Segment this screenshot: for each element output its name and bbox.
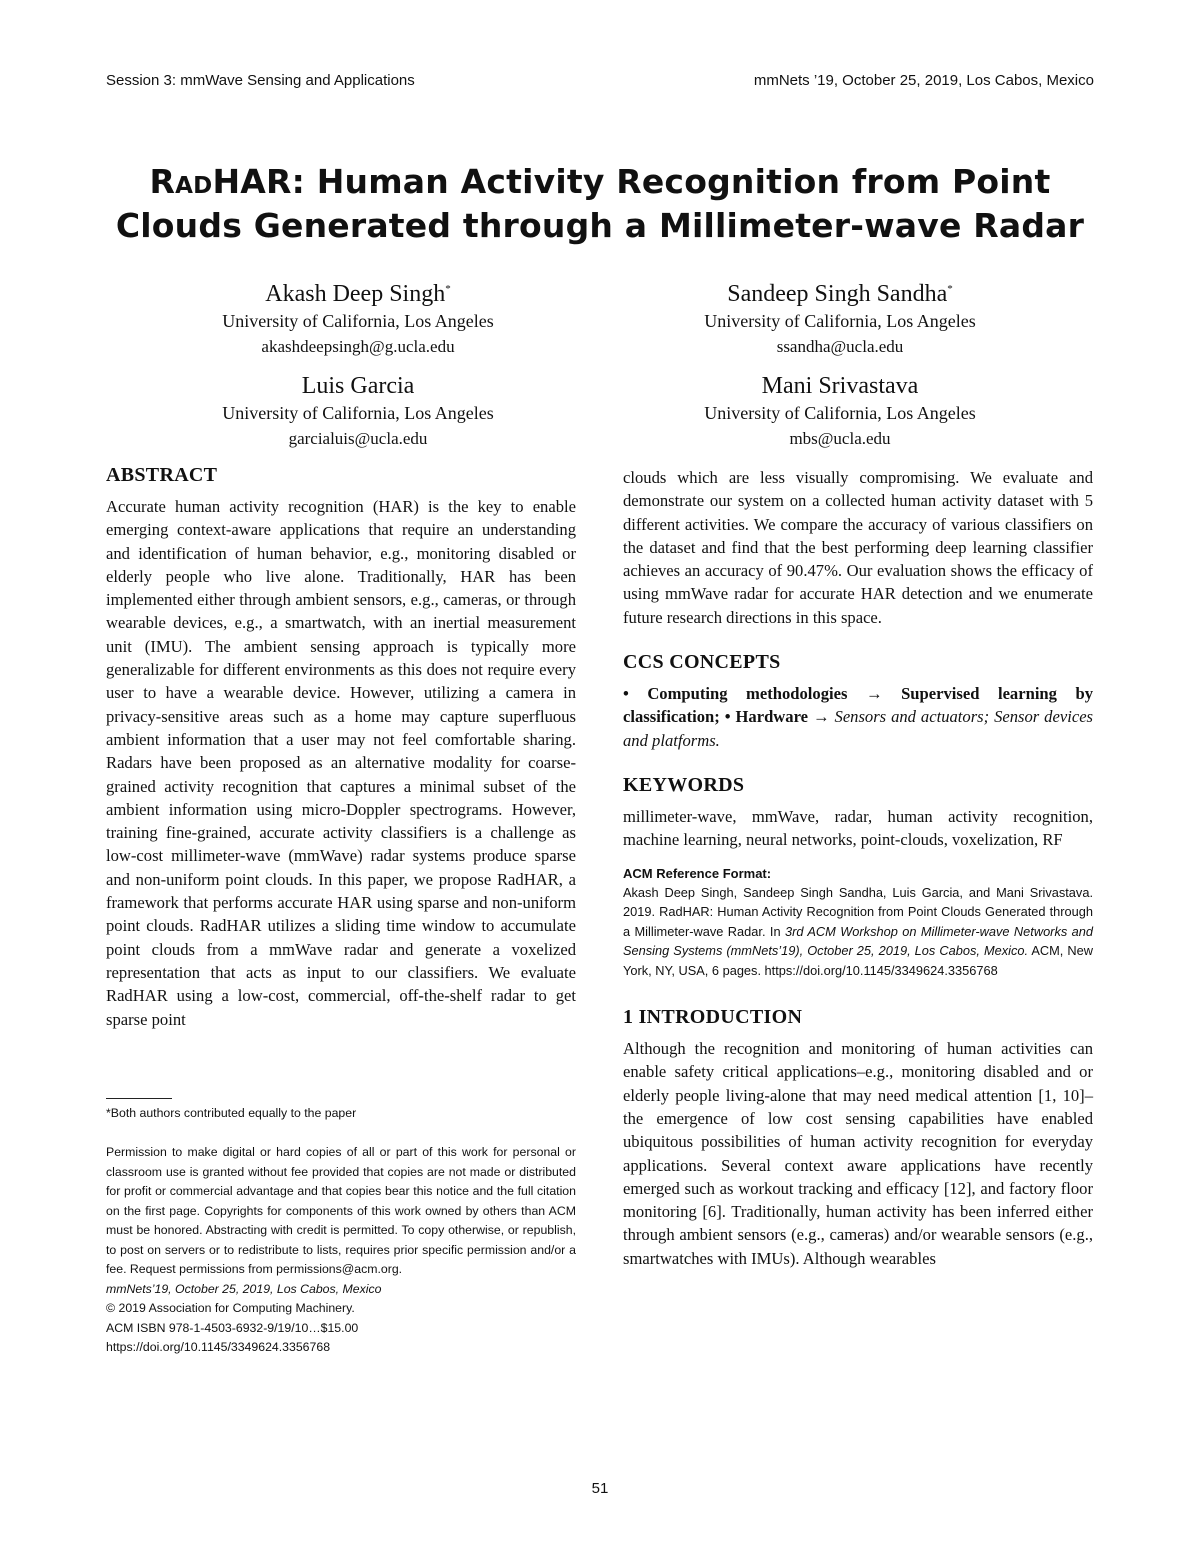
ccs-item-4: Sensors and actuators; Sensor devices and platforms. — [623, 707, 1094, 750]
author-name: Sandeep Singh Sandha — [727, 281, 948, 307]
paper-title — [60, 160, 1140, 248]
running-header-left: Session 3: mmWave Sensing and Applications — [106, 72, 415, 89]
ccs-heading: CCS CONCEPTS — [623, 651, 781, 674]
keywords-heading: KEYWORDS — [623, 773, 745, 796]
acm-ref-venue: 3rd ACM Workshop on Millimeter-wave Networks and Sensing Systems (mmNets’19), October 25, 2019, Los Cabos, Mexico. — [623, 923, 1093, 959]
author-mark: * — [445, 283, 451, 295]
ccs-item-1: • Computing methodologies — [623, 684, 848, 704]
author-block-1 — [98, 274, 618, 359]
ccs-arrow: → — [812, 707, 830, 727]
permission-venue: mmNets’19, October 25, 2019, Los Cabos, Mexico — [106, 1281, 382, 1296]
permission-doi: https://doi.org/10.1145/3349624.3356768 — [106, 1340, 331, 1354]
title-line2: Clouds Generated through a Millimeter-wave Radar — [115, 206, 1085, 245]
acm-reference-heading: ACM Reference Format: — [623, 865, 772, 881]
acm-ref-rest: ACM, New York, NY, USA, 6 pages. https://doi.org/10.1145/3349624.3356768 — [623, 943, 1093, 978]
abstract-continued: clouds which are less visually compromising. We evaluate and demonstrate our system on a collected human activity dataset with 5 different activities. We compare the accuracy of various classifiers on the dataset and find that the best performing deep learning classifier achieves an accuracy of 90.47%. Our evaluation shows the efficacy of using mmWave radar for accurate HAR detection and we enumerate future research directions in this space. — [623, 468, 1093, 627]
author-affiliation: University of California, Los Angeles — [222, 403, 494, 423]
author-affiliation: University of California, Los Angeles — [704, 403, 976, 423]
right-column — [623, 466, 1093, 1270]
author-block-3 — [98, 371, 618, 451]
author-name: Akash Deep Singh — [265, 281, 446, 307]
acm-ref-authors: Akash Deep Singh, Sandeep Singh Sandha, Luis Garcia, and Mani Srivastava. 2019. — [623, 884, 1093, 920]
author-email: mbs@ucla.edu — [789, 429, 891, 448]
page-number: 51 — [591, 1480, 609, 1497]
author-name: Mani Srivastava — [761, 373, 919, 399]
title-line1: : Human Activity Recognition from Point — [291, 162, 1051, 201]
ccs-item-3: • Hardware — [724, 707, 809, 727]
introduction-heading: 1 INTRODUCTION — [623, 1006, 803, 1029]
ccs-concepts — [623, 682, 1093, 752]
author-email: akashdeepsingh@g.ucla.edu — [261, 337, 455, 356]
author-affiliation: University of California, Los Angeles — [222, 311, 494, 331]
left-column — [106, 464, 576, 1031]
permission-isbn: ACM ISBN 978-1-4503-6932-9/19/10…$15.00 — [106, 1320, 359, 1335]
footnote-rule — [106, 1098, 172, 1099]
abstract-heading: ABSTRACT — [106, 464, 218, 486]
acm-reference — [623, 883, 1093, 981]
author-name: Luis Garcia — [301, 373, 415, 399]
permission-block — [106, 1143, 576, 1358]
running-header-right: mmNets ’19, October 25, 2019, Los Cabos, Mexico — [753, 72, 1094, 89]
permission-copyright: © 2019 Association for Computing Machinery. — [106, 1301, 355, 1315]
ccs-item-2: Supervised learning by classification; — [623, 684, 1093, 727]
footnote: *Both authors contributed equally to the paper — [106, 1106, 357, 1120]
acm-ref-title: RadHAR: Human Activity Recognition from Point Clouds Generated through a Millimeter-wave Radar. In — [623, 904, 1093, 939]
abstract-text: Accurate human activity recognition (HAR) is the key to enable emerging context-aware applications that require an understanding and identification of human behavior, e.g., monitoring disabled or elderly people who live alone. Traditionally, HAR has been implemented either through ambient sensors, e.g., cameras, or through wearable devices, e.g., a smartwatch, with an inertial measurement unit (IMU). The ambient sensing approach is typically more generalizable for different environments as this does not require every user to have a wearable device. However, utilizing a camera in privacy-sensitive areas such as a home may capture superfluous ambient information that a user may not feel comfortable sharing. Radars have been proposed as an alternative modality for coarse-grained activity recognition that captures a minimal subset of the ambient information using micro-Doppler spectrograms. However, training fine-grained, accurate activity classifiers is a challenge as low-cost millimeter-wave (mmWave) radar systems produce sparse and non-uniform point clouds. In this paper, we propose RadHAR, a framework that performs accurate HAR using sparse and non-uniform point clouds. RadHAR utilizes a sliding time window to accumulate point clouds from a mmWave radar and generate a voxelized representation that acts as input to our classifiers. We evaluate RadHAR using a low-cost, commercial, off-the-shelf radar to get sparse point — [106, 497, 576, 1029]
title-radhar: RadHAR — [149, 162, 292, 201]
author-affiliation: University of California, Los Angeles — [704, 311, 976, 331]
introduction-text: Although the recognition and monitoring of human activities can enable safety critical applications–e.g., monitoring disabled and or elderly people living-alone that may need medical attention [1, 10]–the emergence of low cost sensing capabilities have enabled ubiquitous possibilities of human activity recognition for everyday applications. Several context aware applications have recently emerged such as workout tracking and efficacy [12], and factory floor monitoring [6]. Traditionally, human activity has been inferred either through ambient sensors (e.g., cameras) and/or wearable sensors (e.g., smartwatches with IMUs). Although wearables — [623, 1039, 1093, 1268]
author-email: ssandha@ucla.edu — [776, 337, 904, 356]
permission-text: Permission to make digital or hard copies of all or part of this work for personal or classroom use is granted without fee provided that copies are not made or distributed for profit or commercial advantage and that copies bear this notice and the full citation on the first page. Copyrights for components of this work owned by others than ACM must be honored. Abstracting with credit is permitted. To copy otherwise, or republish, to post on servers or to redistribute to lists, requires prior specific permission and/or a fee. Request permissions from permissions@acm.org. — [106, 1145, 576, 1276]
author-block-2 — [580, 274, 1100, 359]
keywords-text: millimeter-wave, mmWave, radar, human activity recognition, machine learning, neural networks, point-clouds, voxelization, RF — [623, 806, 1093, 850]
author-mark: * — [947, 283, 953, 295]
author-email: garcialuis@ucla.edu — [288, 429, 428, 448]
author-block-4 — [580, 371, 1100, 451]
ccs-arrow: → — [865, 684, 883, 704]
